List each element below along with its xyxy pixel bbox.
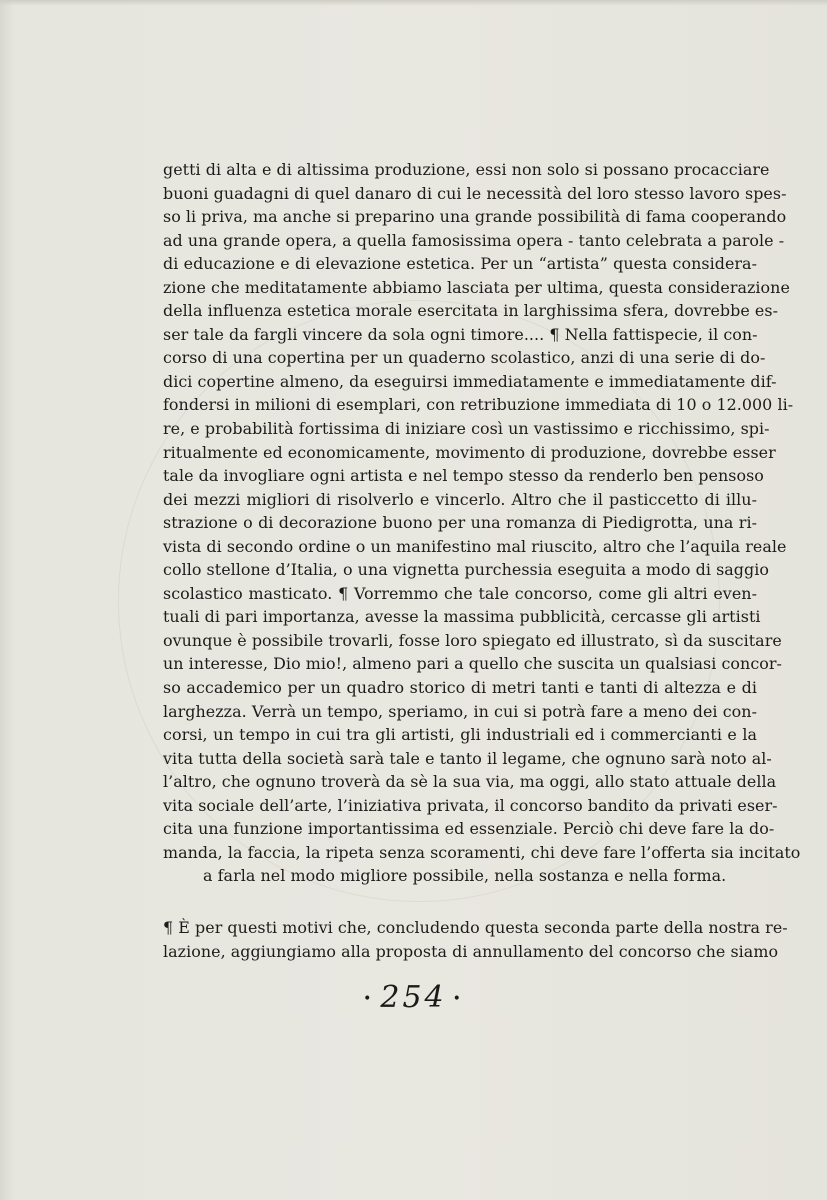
text-line: buoni guadagni di quel danaro di cui le necessità del loro stesso lavoro spes- xyxy=(163,183,787,203)
text-line: larghezza. Verrà un tempo, speriamo, in cui si potrà fare a meno dei con- xyxy=(163,701,757,721)
text-line: dei mezzi migliori di risolverlo e vincerlo. Altro che il pasticcetto di illu- xyxy=(163,489,757,509)
text-line: lazione, aggiungiamo alla proposta di annullamento del concorso che siamo xyxy=(163,941,779,961)
page-number-value: 254 xyxy=(380,980,447,1015)
text-line: ¶ È per questi motivi che, concludendo questa seconda parte della nostra re- xyxy=(163,918,788,937)
text-line: vista di secondo ordine o un manifestino mal riuscito, altro che l’aquila reale xyxy=(163,536,787,556)
text-line: ser tale da fargli vincere da sola ogni timore.... ¶ Nella fattispecie, il con- xyxy=(163,324,758,344)
text-line: un interesse, Dio mio!, almeno pari a quello che suscita un qualsiasi concor- xyxy=(163,654,782,674)
text-line: fondersi in milioni di esemplari, con retribuzione immediata di 10 o 12.000 li- xyxy=(163,395,794,415)
text-line: tuali di pari importanza, avesse la massima pubblicità, cercasse gli artisti xyxy=(163,607,761,627)
page-edge xyxy=(0,0,827,6)
page-number xyxy=(0,980,827,1015)
text-line: dici copertine almeno, da eseguirsi immediatamente e immediatamente dif- xyxy=(163,371,777,391)
text-line-last: a farla nel modo migliore possibile, nella sostanza e nella forma. xyxy=(203,866,727,886)
text-line: cita una funzione importantissima ed essenziale. Perciò chi deve fare la do- xyxy=(163,819,775,839)
ornament-dot-left: • xyxy=(363,991,375,1007)
text-line: ovunque è possibile trovarli, fosse loro spiegato ed illustrato, sì da suscitare xyxy=(163,630,782,650)
text-line: collo stellone d’Italia, o una vignetta purchessia eseguita a modo di saggio xyxy=(163,560,769,580)
text-line: della influenza estetica morale esercitata in larghissima sfera, dovrebbe es- xyxy=(163,301,779,321)
ornament-dot-right: • xyxy=(452,991,464,1007)
text-line: scolastico masticato. ¶ Vorremmo che tale concorso, come gli altri even- xyxy=(163,583,757,603)
text-line: strazione o di decorazione buono per una romanza di Piedigrotta, una ri- xyxy=(163,513,757,533)
text-line: tale da invogliare ogni artista e nel tempo stesso da renderlo ben pensoso xyxy=(163,466,764,486)
paragraph-2 xyxy=(163,916,788,963)
text-line: ad una grande opera, a quella famosissima opera - tanto celebrata a parole - xyxy=(163,230,785,250)
text-line: corso di una copertina per un quaderno scolastico, anzi di una serie di do- xyxy=(163,348,766,368)
text-line: so li priva, ma anche si preparino una grande possibilità di fama cooperando xyxy=(163,207,787,227)
text-line: vita sociale dell’arte, l’iniziativa privata, il concorso bandito da privati eser- xyxy=(163,795,778,815)
text-line: manda, la faccia, la ripeta senza scoramenti, chi deve fare l’offerta sia incitato xyxy=(163,842,801,862)
text-line: re, e probabilità fortissima di iniziare così un vastissimo e ricchissimo, spi- xyxy=(163,419,770,439)
text-line: di educazione e di elevazione estetica. Per un “artista” questa considera- xyxy=(163,254,757,274)
text-line: corsi, un tempo in cui tra gli artisti, gli industriali ed i commercianti e la xyxy=(163,725,757,745)
text-line: l’altro, che ognuno troverà da sè la sua via, ma oggi, allo stato attuale della xyxy=(163,772,777,792)
text-line: getti di alta e di altissima produzione, essi non solo si possano procacciare xyxy=(163,160,770,179)
text-line: zione che meditatamente abbiamo lasciata per ultima, questa considerazione xyxy=(163,277,790,297)
text-line: vita tutta della società sarà tale e tanto il legame, che ognuno sarà noto al- xyxy=(163,748,772,768)
paragraph-1 xyxy=(163,158,801,888)
text-line: ritualmente ed economicamente, movimento di produzione, dovrebbe esser xyxy=(163,442,776,462)
text-line: so accademico per un quadro storico di metri tanti e tanti di altezza e di xyxy=(163,678,757,698)
